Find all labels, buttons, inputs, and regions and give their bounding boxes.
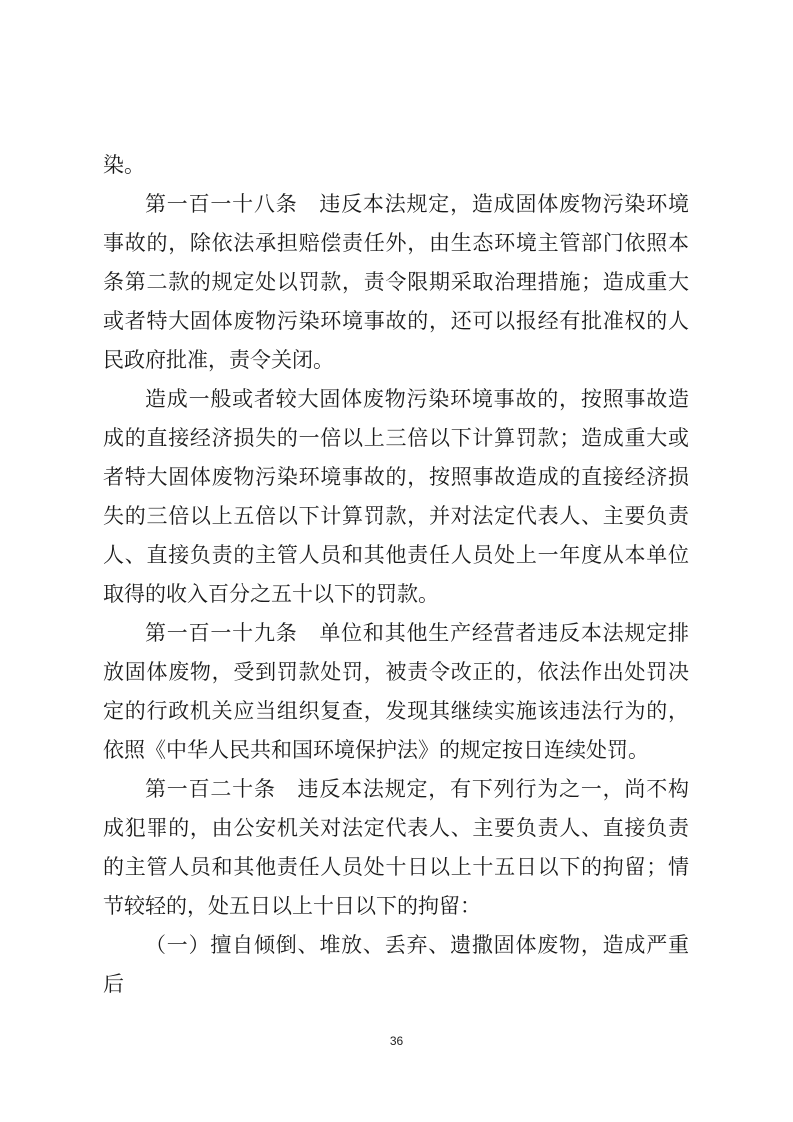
paragraph-article-120-item-1: （一）擅自倾倒、堆放、丢弃、遗撒固体废物，造成严重后 — [103, 933, 689, 996]
paragraph-article-118-clause-2: 造成一般或者较大固体废物污染环境事故的，按照事故造成的直接经济损失的一倍以上三倍以下计算罚款；造成重大或者特大固体废物污染环境事故的，按照事故造成的直接经济损失的三倍以上五倍以下计算罚款，并对法定代表人、主要负责人、直接负责的主管人员和其他责任人员处上一年度从本单位取得的收入百分之五十以下的罚款。 — [103, 387, 689, 606]
page-number: 36 — [389, 1034, 404, 1048]
paragraph-article-119: 第一百一十九条 单位和其他生产经营者违反本法规定排放固体废物，受到罚款处罚，被责令改正的，依法作出处罚决定的行政机关应当组织复查，发现其继续实施该违法行为的，依照《中华人民共和国环境保护法》的规定按日连续处罚。 — [103, 621, 689, 762]
paragraph-continuation: 染。 — [103, 153, 145, 177]
body-text — [103, 146, 689, 1004]
paragraph-article-120: 第一百二十条 违反本法规定，有下列行为之一，尚不构成犯罪的，由公安机关对法定代表人、主要负责人、直接负责的主管人员和其他责任人员处十日以上十五日以下的拘留；情节较轻的，处五日以上十日以下的拘留： — [103, 777, 689, 918]
paragraph-article-118: 第一百一十八条 违反本法规定，造成固体废物污染环境事故的，除依法承担赔偿责任外，由生态环境主管部门依照本条第二款的规定处以罚款，责令限期采取治理措施；造成重大或者特大固体废物污染环境事故的，还可以报经有批准权的人民政府批准，责令关闭。 — [103, 192, 689, 372]
